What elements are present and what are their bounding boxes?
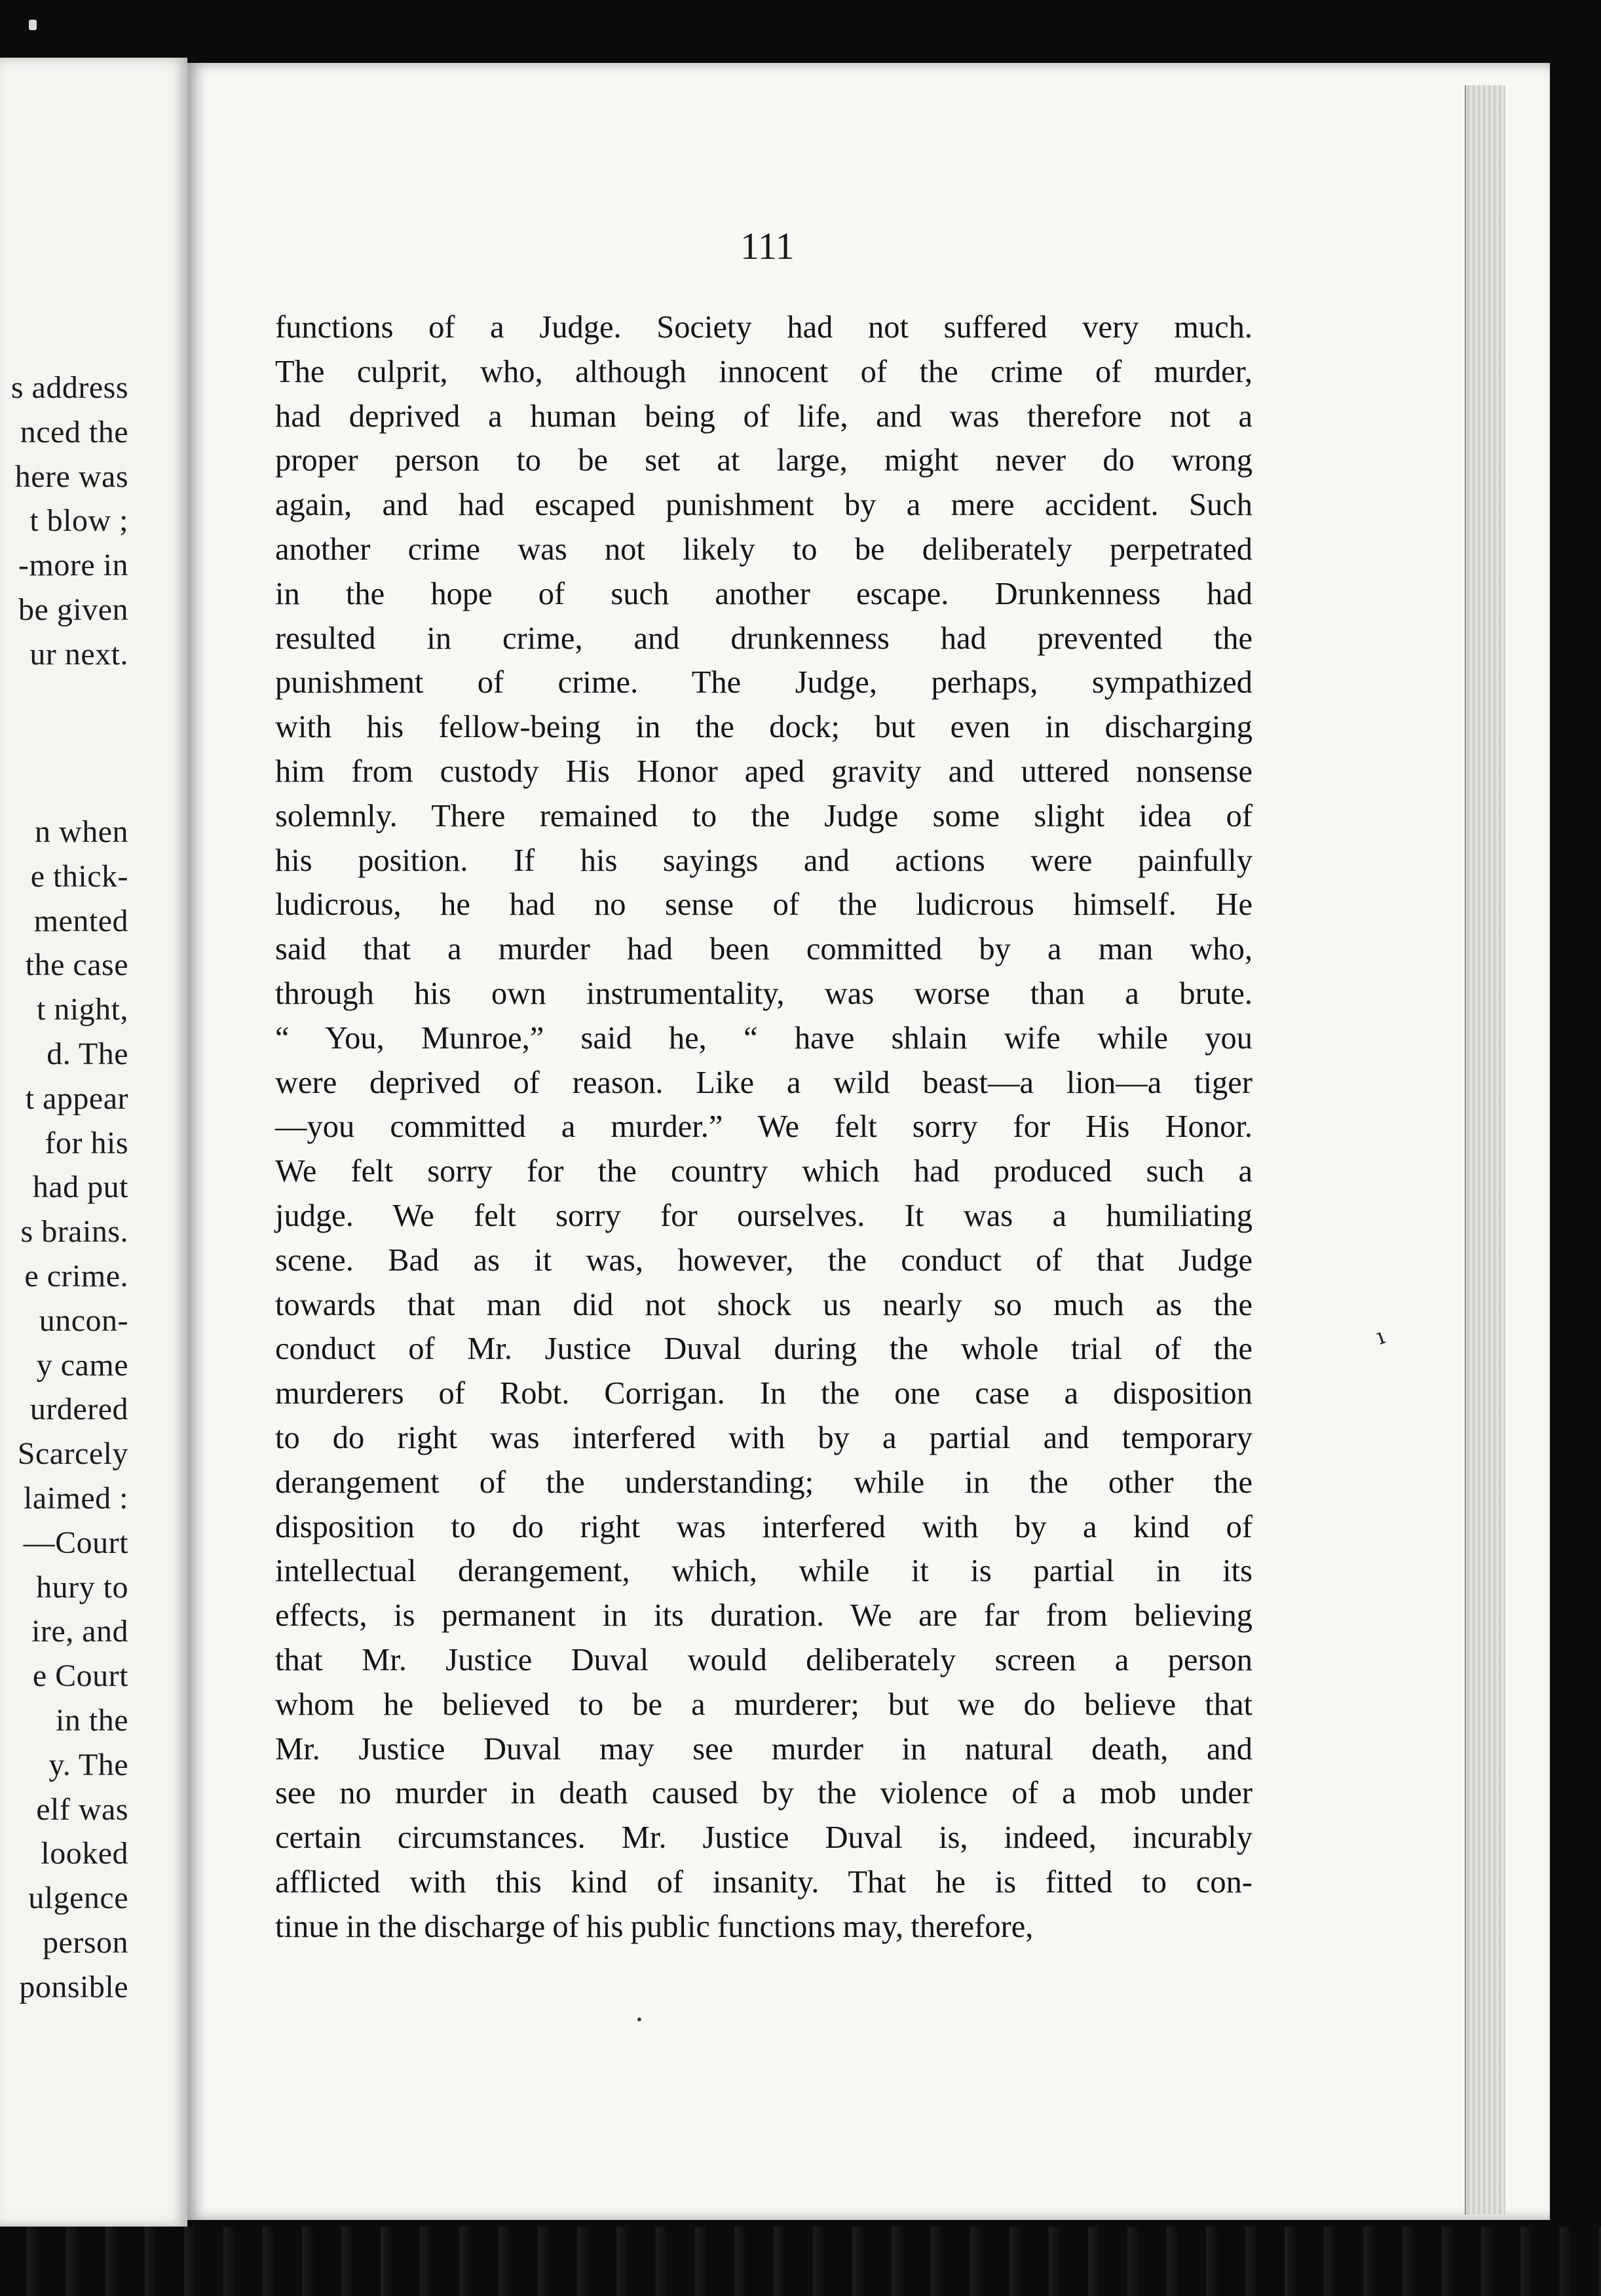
left-page-line-fragment <box>11 721 128 765</box>
body-line: were deprived of reason. Like a wild beast—a lion—a tiger <box>275 1065 1253 1100</box>
body-line: functions of a Judge. Society had not suffered very much. <box>275 310 1253 345</box>
body-line: intellectual derangement, which, while it is partial in its <box>275 1554 1253 1589</box>
body-line: with his fellow-being in the dock; but even in discharging <box>275 710 1253 745</box>
page-edge-stack <box>1465 85 1505 2215</box>
left-page-line-fragment: for his <box>45 1125 128 1160</box>
body-line: punishment of crime. The Judge, perhaps, sympathized <box>275 665 1253 700</box>
left-page-line-fragment: —Court <box>23 1525 128 1560</box>
ink-dot: • <box>635 2012 643 2027</box>
scanner-bed-edge <box>0 2227 1601 2296</box>
body-line: certain circumstances. Mr. Justice Duval is, indeed, incurably <box>275 1820 1253 1856</box>
body-line: towards that man did not shock us nearly so much as the <box>275 1287 1253 1322</box>
left-page-line-fragment: hury to <box>36 1569 128 1605</box>
body-line: The culprit, who, although innocent of the crime of murder, <box>275 354 1253 389</box>
body-line: his position. If his sayings and actions were painfully <box>275 843 1253 878</box>
left-page-line-fragment: s brains. <box>20 1214 128 1250</box>
body-line: tinue in the discharge of his public functions may, therefore, <box>275 1909 1034 1944</box>
left-page-line-fragment: d. The <box>47 1036 128 1071</box>
left-page-line-fragment: looked <box>41 1836 128 1871</box>
left-page-line-fragment: n when <box>35 814 128 849</box>
left-page-line-fragment: ur next. <box>29 636 128 672</box>
left-page-line-fragment: the case <box>25 947 128 983</box>
body-line: whom he believed to be a murderer; but we do believe that <box>275 1687 1253 1722</box>
left-page-line-fragment: t night, <box>36 992 128 1027</box>
body-line: that Mr. Justice Duval would deliberately screen a person <box>275 1642 1253 1677</box>
left-page-line-fragment: -more in <box>18 548 128 583</box>
left-page-line-fragment: elf was <box>36 1791 128 1827</box>
left-page-line-fragment <box>11 765 128 810</box>
body-line: to do right was interfered with by a partial and temporary <box>275 1420 1253 1455</box>
left-page-line-fragment: be given <box>18 592 128 627</box>
body-line: disposition to do right was interfered with by a kind of <box>275 1509 1253 1544</box>
body-line: afflicted with this kind of insanity. That he is fitted to con- <box>275 1864 1253 1900</box>
body-line: Mr. Justice Duval may see murder in natural death, and <box>275 1731 1253 1767</box>
body-line: resulted in crime, and drunkenness had prevented the <box>275 621 1253 656</box>
body-line: proper person to be set at large, might never do wrong <box>275 443 1253 478</box>
left-page-line-fragment: mented <box>33 903 128 938</box>
body-line: “ You, Munroe,” said he, “ have shlain wife while you <box>275 1020 1253 1056</box>
margin-ink-mark: ı <box>1372 1323 1389 1350</box>
body-line: another crime was not likely to be deliberately perpetrated <box>275 531 1253 567</box>
left-page-line-fragment: s address <box>10 370 128 405</box>
left-page-line-fragment: e crime. <box>24 1258 128 1293</box>
body-line: derangement of the understanding; while in the other the <box>275 1464 1253 1500</box>
left-page-line-fragment: in the <box>56 1702 128 1738</box>
left-page-line-fragment: here was <box>14 459 128 494</box>
left-page-line-fragment: t appear <box>25 1081 128 1116</box>
left-page-line-fragment: t blow ; <box>29 503 128 539</box>
body-line: through his own instrumentality, was worse than a brute. <box>275 976 1253 1011</box>
body-line: murderers of Robt. Corrigan. In the one case a disposition <box>275 1376 1253 1411</box>
page-number: 111 <box>740 225 795 267</box>
left-page-line-fragment: e Court <box>32 1658 128 1694</box>
left-page-line-fragment: laimed : <box>24 1480 128 1516</box>
body-line: in the hope of such another escape. Drunkenness had <box>275 576 1253 611</box>
left-page-line-fragment: e thick- <box>30 858 128 894</box>
left-page-line-fragment: ire, and <box>31 1614 128 1649</box>
body-line: conduct of Mr. Justice Duval during the whole trial of the <box>275 1331 1253 1367</box>
left-page-line-fragment: nced the <box>20 414 128 450</box>
body-line: effects, is permanent in its duration. We are far from believing <box>275 1598 1253 1634</box>
body-line: him from custody His Honor aped gravity and uttered nonsense <box>275 754 1253 789</box>
body-line: had deprived a human being of life, and was therefore not a <box>275 398 1253 434</box>
body-line: We felt sorry for the country which had produced such a <box>275 1154 1253 1189</box>
left-page-line-fragment: uncon- <box>39 1303 128 1338</box>
left-page-line-fragment: ponsible <box>19 1969 128 2004</box>
left-page-line-fragment: Scarcely <box>17 1436 128 1472</box>
left-page-line-fragment: y came <box>36 1347 128 1383</box>
left-page-line-fragment: urdered <box>29 1392 128 1427</box>
left-page-line-fragment: y. The <box>48 1747 128 1782</box>
left-page-line-fragment <box>11 677 128 721</box>
body-line: scene. Bad as it was, however, the conduct of that Judge <box>275 1242 1253 1278</box>
left-page-line-fragment: ulgence <box>28 1881 128 1916</box>
left-facing-page <box>0 58 187 2227</box>
left-page-line-fragment: had put <box>32 1170 128 1205</box>
body-line: see no murder in death caused by the violence of a mob under <box>275 1776 1253 1811</box>
body-line: said that a murder had been committed by a man who, <box>275 932 1253 967</box>
body-line: solemnly. There remained to the Judge some slight idea of <box>275 798 1253 833</box>
left-page-text-fragments <box>11 366 128 2009</box>
body-line: again, and had escaped punishment by a mere accident. Such <box>275 488 1253 523</box>
scan-speck <box>29 20 37 30</box>
left-page-line-fragment: person <box>43 1924 128 1960</box>
body-line: judge. We felt sorry for ourselves. It was a humiliating <box>275 1198 1253 1233</box>
body-line: —you committed a murder.” We felt sorry for His Honor. <box>275 1109 1253 1145</box>
body-text <box>275 305 1253 1949</box>
body-line: ludicrous, he had no sense of the ludicrous himself. He <box>275 887 1253 923</box>
